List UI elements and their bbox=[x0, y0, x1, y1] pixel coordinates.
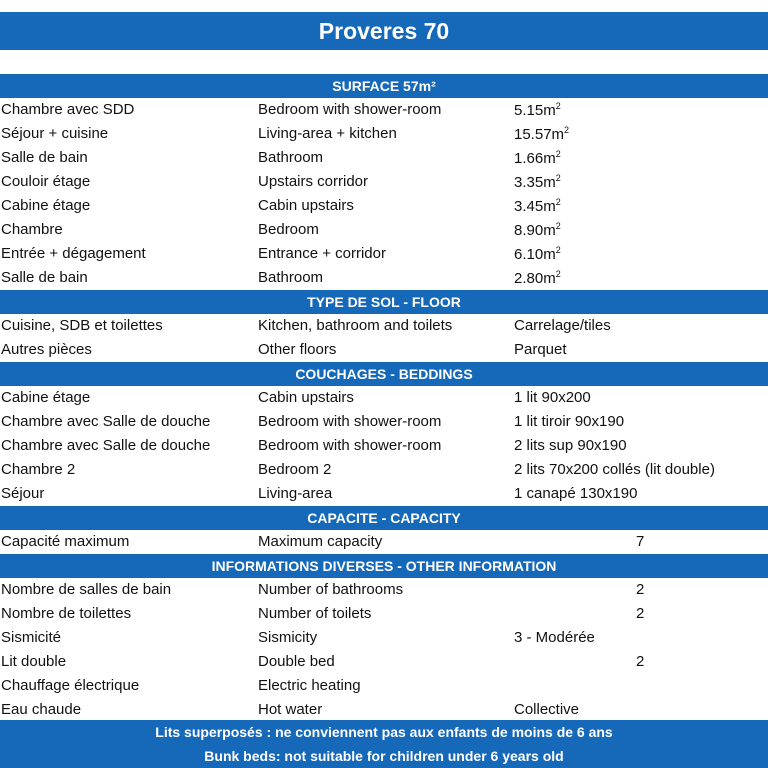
value: $15.57m^2$ bbox=[514, 125, 570, 143]
value: Collective bbox=[514, 701, 580, 718]
label-en: Cabin upstairs bbox=[258, 197, 354, 214]
section-header: TYPE DE SOL - FLOOR bbox=[0, 290, 768, 314]
table-row bbox=[0, 578, 768, 602]
table-row bbox=[0, 482, 768, 506]
table-row bbox=[0, 194, 768, 218]
bunk-bed-warning bbox=[0, 720, 768, 768]
value: 7 bbox=[636, 533, 645, 550]
label-en: Bathroom bbox=[258, 269, 324, 286]
value: $3.35m^2$ bbox=[514, 173, 561, 191]
table-row bbox=[0, 530, 768, 554]
value: Parquet bbox=[514, 341, 567, 358]
warning-line-en: Bunk beds: not suitable for children under 6 years old bbox=[204, 748, 564, 764]
label-fr: Chambre avec Salle de douche bbox=[1, 413, 211, 430]
page-title: Proveres 70 bbox=[0, 12, 768, 50]
value: 2 lits 70x200 collés (lit double) bbox=[514, 461, 715, 478]
label-en: Hot water bbox=[258, 701, 323, 718]
value: $5.15m^2$ bbox=[514, 101, 561, 119]
label-en: Bedroom with shower-room bbox=[258, 101, 442, 118]
section-header: INFORMATIONS DIVERSES - OTHER INFORMATION bbox=[0, 554, 768, 578]
section-header: COUCHAGES - BEDDINGS bbox=[0, 362, 768, 386]
table-row bbox=[0, 410, 768, 434]
label-fr: Chambre avec Salle de douche bbox=[1, 437, 211, 454]
label-en: Other floors bbox=[258, 341, 337, 358]
table-row bbox=[0, 458, 768, 482]
label-en: Number of bathrooms bbox=[258, 581, 404, 598]
label-fr: Nombre de toilettes bbox=[1, 605, 132, 622]
label-en: Cabin upstairs bbox=[258, 389, 354, 406]
label-fr: Capacité maximum bbox=[1, 533, 130, 550]
table-row bbox=[0, 650, 768, 674]
section-header: SURFACE 57m² bbox=[0, 74, 768, 98]
label-en: Maximum capacity bbox=[258, 533, 383, 550]
value: $2.80m^2$ bbox=[514, 269, 561, 287]
value: 2 lits sup 90x190 bbox=[514, 437, 627, 454]
label-en: Double bed bbox=[258, 653, 335, 670]
table-row bbox=[0, 386, 768, 410]
label-en: Entrance + corridor bbox=[258, 245, 386, 262]
label-fr: Eau chaude bbox=[1, 701, 82, 718]
label-fr: Salle de bain bbox=[1, 149, 88, 166]
label-en: Bathroom bbox=[258, 149, 324, 166]
value: 2 bbox=[636, 581, 645, 598]
label-fr: Cabine étage bbox=[1, 197, 91, 214]
label-fr: Sismicité bbox=[1, 629, 62, 646]
value: $6.10m^2$ bbox=[514, 245, 561, 263]
label-en: Bedroom with shower-room bbox=[258, 437, 442, 454]
value: 2 bbox=[636, 605, 645, 622]
label-fr: Séjour + cuisine bbox=[1, 125, 109, 142]
label-en: Number of toilets bbox=[258, 605, 372, 622]
table-row bbox=[0, 122, 768, 146]
label-en: Electric heating bbox=[258, 677, 361, 694]
table-row bbox=[0, 626, 768, 650]
value: $8.90m^2$ bbox=[514, 221, 561, 239]
label-fr: Lit double bbox=[1, 653, 67, 670]
value: $3.45m^2$ bbox=[514, 197, 561, 215]
label-fr: Salle de bain bbox=[1, 269, 88, 286]
value: 2 bbox=[636, 653, 645, 670]
label-fr: Chambre avec SDD bbox=[1, 101, 135, 118]
label-fr: Couloir étage bbox=[1, 173, 91, 190]
table-row bbox=[0, 266, 768, 290]
label-fr: Nombre de salles de bain bbox=[1, 581, 172, 598]
table-row bbox=[0, 338, 768, 362]
label-fr: Autres pièces bbox=[1, 341, 92, 358]
label-fr: Cabine étage bbox=[1, 389, 91, 406]
value: $1.66m^2$ bbox=[514, 149, 561, 167]
label-fr: Chauffage électrique bbox=[1, 677, 140, 694]
label-fr: Chambre 2 bbox=[1, 461, 76, 478]
property-details-table bbox=[0, 74, 768, 722]
section-header: CAPACITE - CAPACITY bbox=[0, 506, 768, 530]
table-row bbox=[0, 170, 768, 194]
table-row bbox=[0, 434, 768, 458]
label-en: Bedroom bbox=[258, 221, 319, 238]
table-row bbox=[0, 98, 768, 122]
label-fr: Entrée + dégagement bbox=[1, 245, 146, 262]
label-fr: Séjour bbox=[1, 485, 45, 502]
label-fr: Cuisine, SDB et toilettes bbox=[1, 317, 163, 334]
table-row bbox=[0, 242, 768, 266]
value: 1 lit tiroir 90x190 bbox=[514, 413, 625, 430]
label-en: Living-area bbox=[258, 485, 333, 502]
table-row bbox=[0, 602, 768, 626]
value: 3 - Modérée bbox=[514, 629, 595, 646]
table-row bbox=[0, 314, 768, 338]
label-en: Bedroom 2 bbox=[258, 461, 332, 478]
value: 1 lit 90x200 bbox=[514, 389, 591, 406]
label-en: Sismicity bbox=[258, 629, 318, 646]
warning-line-fr: Lits superposés : ne conviennent pas aux enfants de moins de 6 ans bbox=[155, 724, 613, 740]
label-en: Upstairs corridor bbox=[258, 173, 369, 190]
label-en: Kitchen, bathroom and toilets bbox=[258, 317, 453, 334]
value: 1 canapé 130x190 bbox=[514, 485, 638, 502]
table-row bbox=[0, 698, 768, 722]
value: Carrelage/tiles bbox=[514, 317, 611, 334]
table-row bbox=[0, 674, 768, 698]
label-en: Living-area + kitchen bbox=[258, 125, 397, 142]
table-row bbox=[0, 146, 768, 170]
table-row bbox=[0, 218, 768, 242]
label-en: Bedroom with shower-room bbox=[258, 413, 442, 430]
label-fr: Chambre bbox=[1, 221, 63, 238]
